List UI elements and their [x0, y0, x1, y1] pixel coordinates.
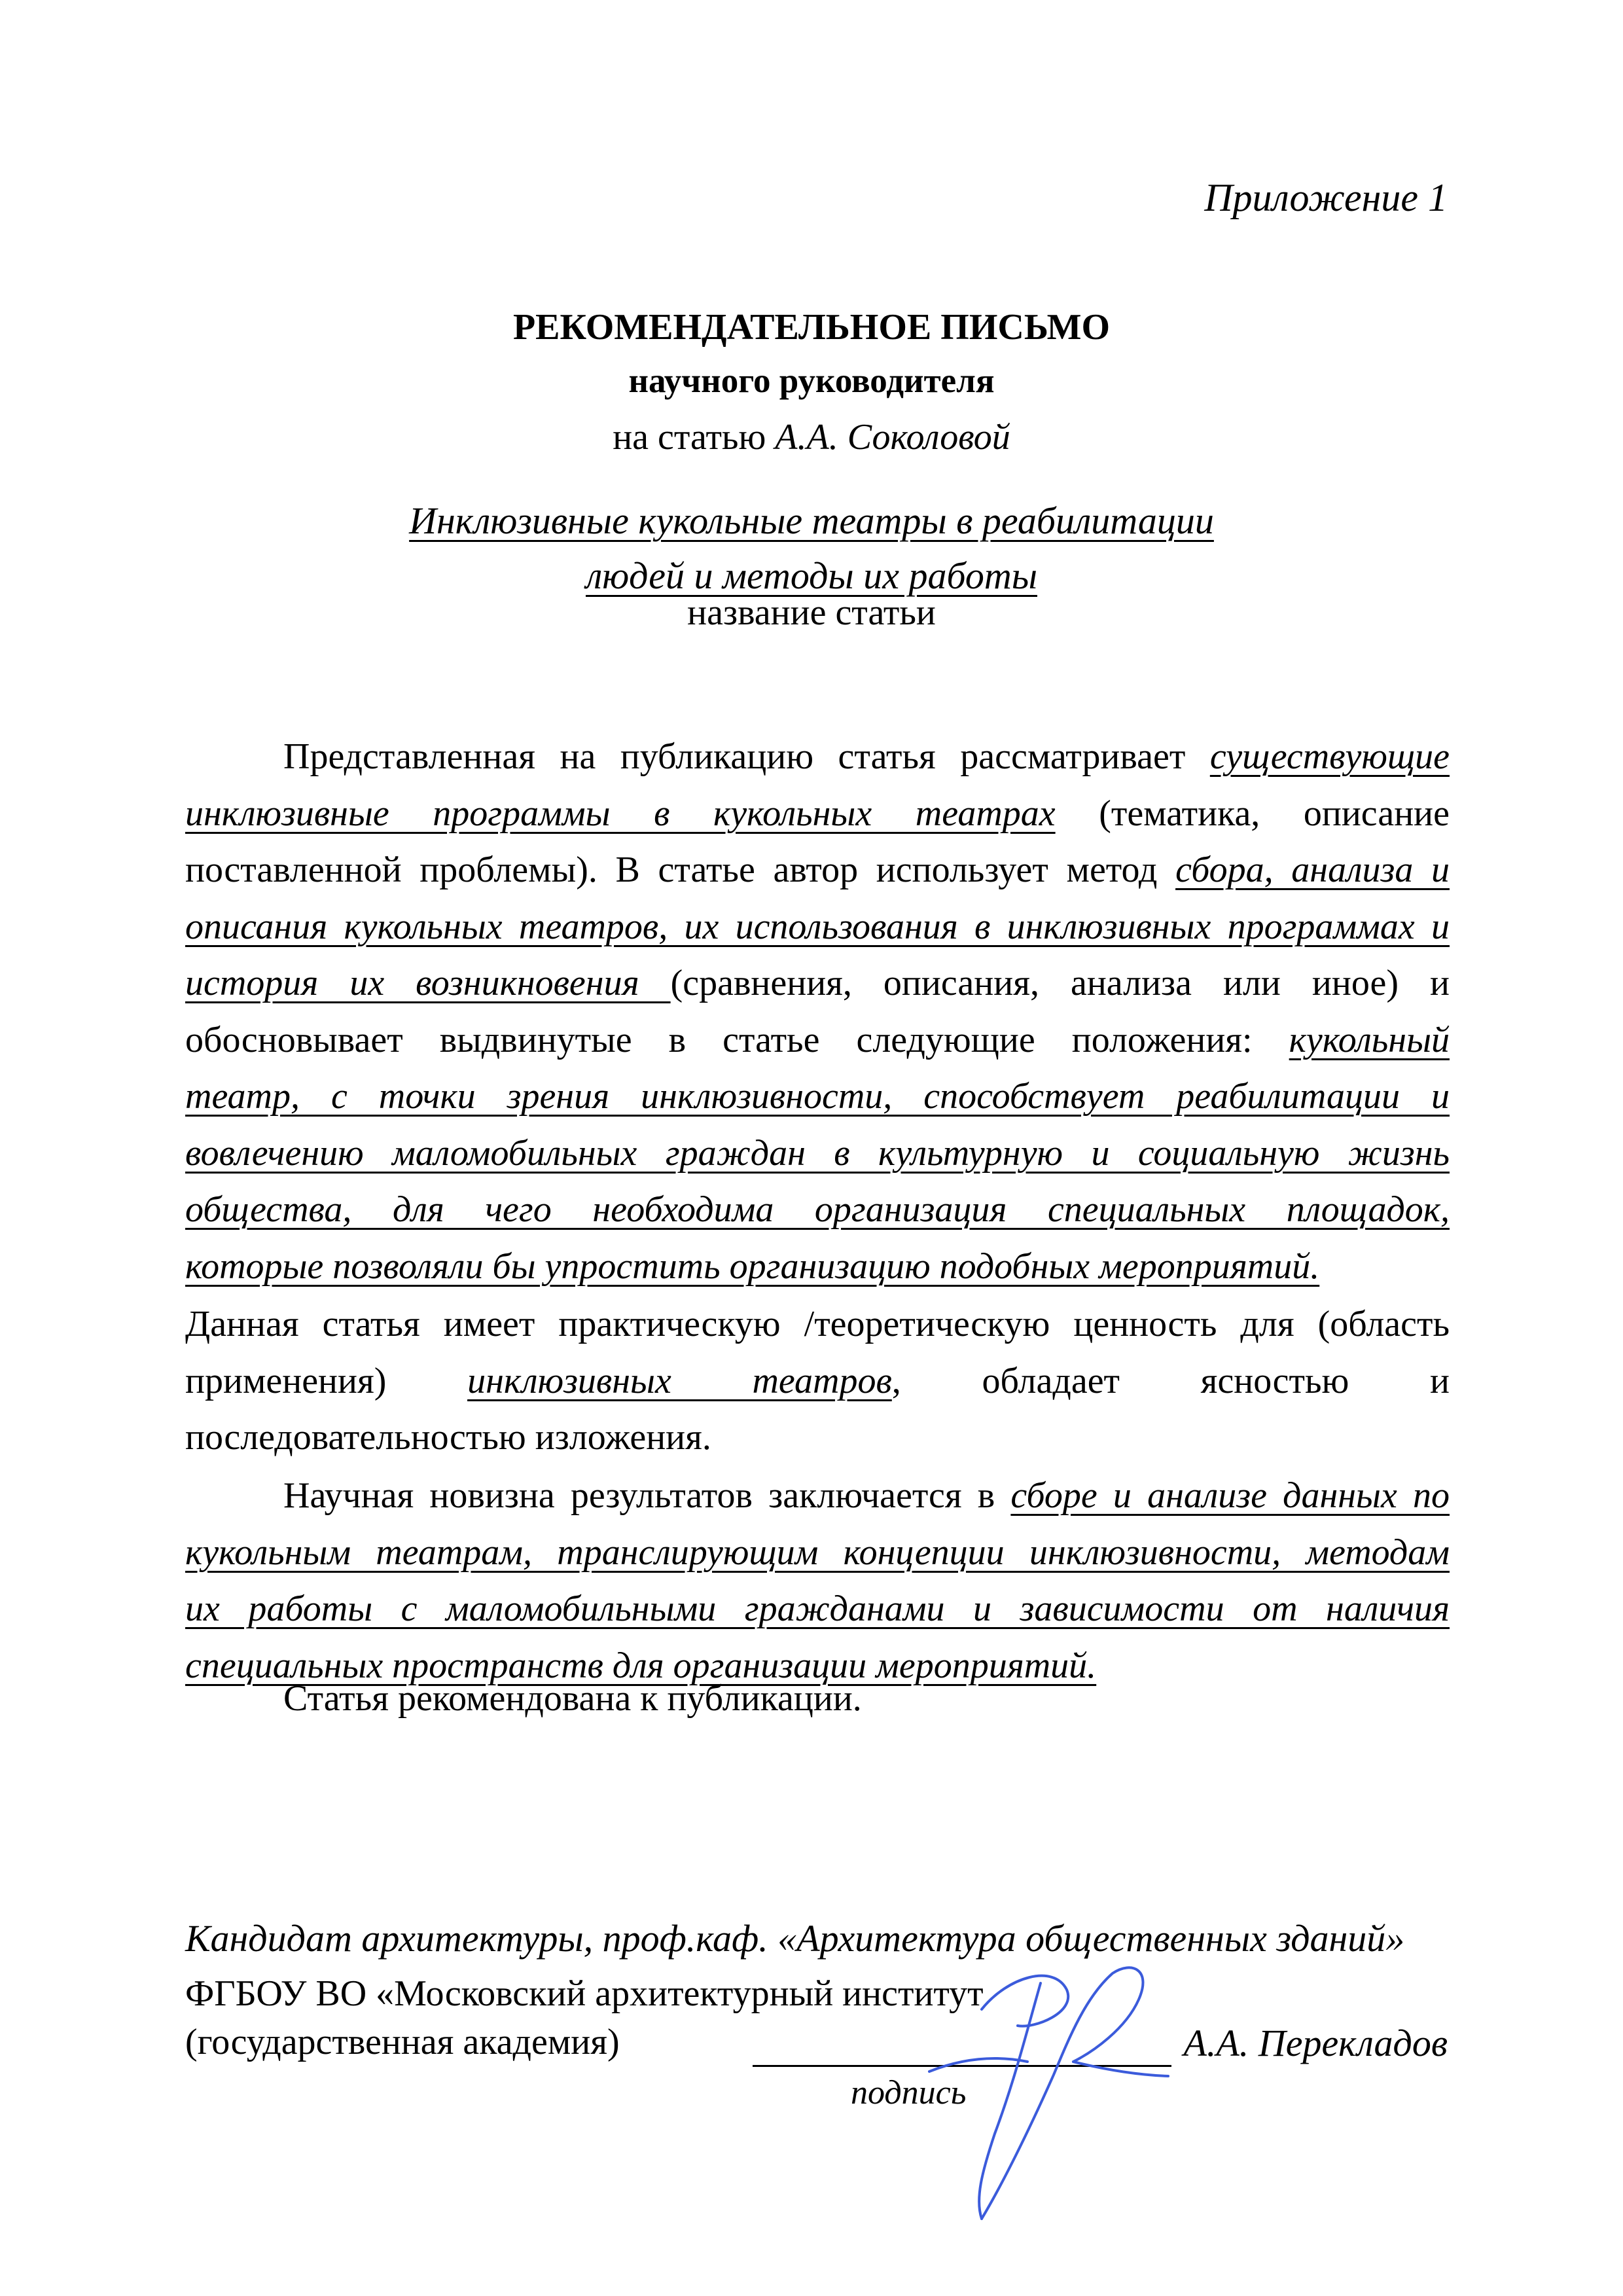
- signature-caption: подпись: [851, 2074, 967, 2111]
- about-prefix: на статью: [613, 417, 776, 457]
- body-line: [185, 795, 1450, 832]
- letter-subtitle: научного руководителя: [628, 362, 995, 400]
- body-line: [185, 1534, 1450, 1571]
- body-line: [283, 738, 1450, 775]
- body-text: последовательностью изложения.: [185, 1417, 711, 1458]
- underlined-text: которые позволяли бы упростить организацию подобных мероприятий.: [185, 1246, 1320, 1287]
- body-line: [185, 1590, 1450, 1627]
- underlined-text: инклюзивные программы в кукольных театрах: [185, 793, 1056, 834]
- article-title-line1: Инклюзивные кукольные театры в реабилитации: [409, 499, 1214, 542]
- body-line: [185, 1019, 1450, 1060]
- body-line: [283, 1477, 1450, 1514]
- body-line: [185, 1078, 1450, 1115]
- body-text: Данная статья имеет практическую /теоретическую ценность для (область: [185, 1304, 1450, 1344]
- body-line: [283, 1680, 1450, 1717]
- underlined-text: сбора, анализа и: [1175, 850, 1450, 890]
- underlined-text: описания кукольных театров, их использования в инклюзивных программах и: [185, 906, 1450, 947]
- body-text: обосновывает выдвинутые в статье следующие положения:: [185, 1019, 1289, 1060]
- body-line: [185, 1248, 1450, 1285]
- underlined-text: кукольный: [1289, 1019, 1450, 1060]
- underlined-text: инклюзивных театров: [467, 1360, 892, 1401]
- body-text: Научная новизна результатов заключается в: [283, 1475, 1011, 1516]
- article-title-line2: людей и методы их работы: [585, 554, 1038, 597]
- body-text: Представленная на публикацию статья рассматривает: [283, 736, 1210, 777]
- body-line: [185, 852, 1450, 888]
- underlined-text: история их возникновения: [185, 963, 671, 1003]
- signer-name: А.А. Перекладов: [1183, 2022, 1448, 2064]
- about-line: [0, 416, 1623, 458]
- underlined-text: вовлечению маломобильных граждан в культурную и социальную жизнь: [185, 1132, 1450, 1174]
- body-line: [185, 1191, 1450, 1228]
- underlined-text: специальных пространств для организации мероприятий.: [185, 1645, 1097, 1686]
- body-line: [185, 1419, 1450, 1456]
- body-text: применения): [185, 1360, 468, 1401]
- signer-organization-line1: ФГБОУ ВО «Московский архитектурный институт: [185, 1973, 984, 2014]
- handwritten-signature: [903, 1937, 1185, 2232]
- underlined-text: кукольным театрам, транслирующим концепции инклюзивности, методам: [185, 1532, 1450, 1573]
- signer-position: Кандидат архитектуры, проф.каф. «Архитектура общественных зданий»: [185, 1917, 1405, 1960]
- body-text: (тематика, описание: [1055, 793, 1450, 834]
- body-text: поставленной проблемы). В статье автор использует метод: [185, 850, 1176, 890]
- signer-organization-line2: (государственная академия): [185, 2022, 620, 2062]
- underlined-text: их работы с маломобильными гражданами и зависимости от наличия: [185, 1588, 1450, 1629]
- article-caption: название статьи: [687, 592, 936, 633]
- body-text: , обладает ясностью и: [891, 1360, 1450, 1401]
- body-line: [185, 1132, 1450, 1174]
- appendix-label: Приложение 1: [1204, 176, 1448, 219]
- underlined-text: сборе и анализе данных по: [1010, 1475, 1450, 1516]
- body-line: [185, 908, 1450, 945]
- underlined-text: театр, с точки зрения инклюзивности, способствует реабилитации и: [185, 1076, 1450, 1117]
- body-line: [185, 965, 1450, 1001]
- body-text: (сравнения, описания, анализа или иное) и: [670, 963, 1450, 1003]
- body-text: Статья рекомендована к публикации.: [283, 1678, 862, 1719]
- underlined-text: существующие: [1209, 736, 1450, 777]
- body-line: [185, 1360, 1450, 1401]
- underlined-text: общества, для чего необходима организация специальных площадок,: [185, 1189, 1450, 1230]
- letter-title: РЕКОМЕНДАТЕЛЬНОЕ ПИСЬМО: [512, 307, 1111, 348]
- body-line: [185, 1306, 1450, 1342]
- author-name: А.А. Соколовой: [775, 417, 1010, 457]
